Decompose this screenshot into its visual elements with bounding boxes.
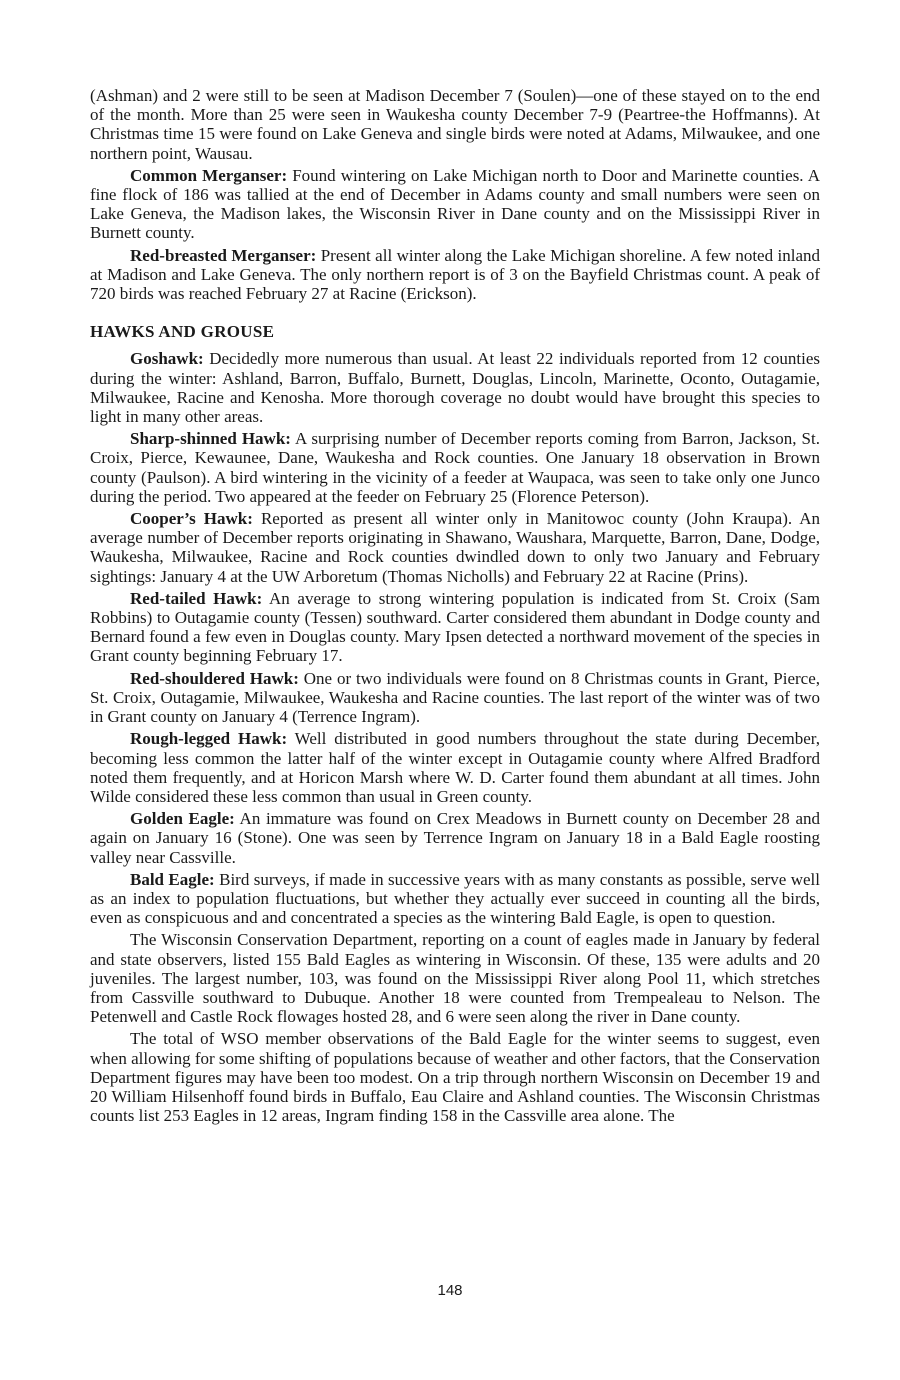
paragraph-text: The total of WSO member observations of the Bald Eagle for the winter seems to suggest, even when allowing for some shifting of populations because of weather and other factors, that the Conservation Department figures may have been too modest. On a trip through northern Wisconsin on December 19 and 20 William Hilsenhoff found birds in Buffalo, Eau Claire and Ashland counties. The Wisconsin Christmas counts list 253 Eagles in 12 areas, Ingram finding 158 in the Cassville area alone. The <box>90 1029 820 1126</box>
species-name: Sharp-shinned Hawk: <box>130 429 291 449</box>
page-number: 148 <box>437 1282 463 1299</box>
species-name: Goshawk: <box>130 349 204 369</box>
paragraph-text: An average to strong wintering population is indicated from St. Croix (Sam Robbins) to Outagamie county (Tessen) southward. Carter considered them abundant in Dodge county and Bernard found a few even in Douglas county. Mary Ipsen detected a northward movement of the species in Grant county beginning February 17. <box>90 588 820 666</box>
paragraph-golden-eagle <box>90 809 820 867</box>
paragraph-continued <box>90 86 820 163</box>
paragraph-text: An immature was found on Crex Meadows in Burnett county on December 28 and again on January 16 (Stone). One was seen by Terrence Ingram on January 18 in a Bald Eagle roosting valley near Cassville. <box>90 809 820 867</box>
paragraph-text: Present all winter along the Lake Michigan shoreline. A few noted inland at Madison and Lake Geneva. The only northern report is of 3 on the Bayfield Christmas count. A peak of 720 birds was reached February 27 at Racine (Erickson). <box>90 245 821 304</box>
paragraph-bald-eagle <box>90 870 820 928</box>
species-name: Red-shouldered Hawk: <box>130 668 299 688</box>
paragraph-goshawk <box>90 349 820 426</box>
paragraph-red-breasted-merganser <box>90 246 820 304</box>
paragraph-text: A surprising number of December reports coming from Barron, Jackson, St. Croix, Pierce, Kewaunee, Dane, Waukesha and Rock counties. One January 18 observation in Brown county (Paulson). A bird wintering in the vicinity of a feeder at Waupaca, was seen to take only one Junco during the period. Two appeared at the feeder on February 25 (Florence Peterson). <box>90 429 820 506</box>
species-name: Red-breasted Merganser: <box>130 245 317 265</box>
section-heading: HAWKS AND GROUSE <box>90 322 275 342</box>
species-name: Rough-legged Hawk: <box>130 729 288 749</box>
paragraph-red-tailed-hawk <box>90 589 820 666</box>
paragraph-sharp-shinned-hawk <box>90 429 820 506</box>
species-name: Golden Eagle: <box>130 809 235 829</box>
paragraph-text: Bird surveys, if made in successive years with as many constants as possible, serve well as an index to population fluctuations, but whether they actually ever succeed in counting all the birds, even as conspicuous and and concentrated a species as the wintering Bald Eagle, is open to question. <box>90 869 820 928</box>
text-column <box>90 86 820 1125</box>
paragraph-red-shouldered-hawk <box>90 669 820 727</box>
paragraph-text: Decidedly more numerous than usual. At least 22 individuals reported from 12 counties during the winter: Ashland, Barron, Buffalo, Burnett, Douglas, Lincoln, Marinette, Oconto, Outagamie, Milwaukee, Racine and Kenosha. More thorough coverage no doubt would have brought this species to light in many other areas. <box>90 349 820 427</box>
paragraph-coopers-hawk <box>90 509 820 586</box>
paragraph-conservation-count <box>90 930 820 1026</box>
species-name: Common Merganser: <box>130 165 288 185</box>
paragraph-rough-legged-hawk <box>90 729 820 806</box>
paragraph-text: The Wisconsin Conservation Department, reporting on a count of eagles made in January by federal and state observers, listed 155 Bald Eagles as wintering in Wisconsin. Of these, 135 were adults and 20 juveniles. The largest number, 103, was found on the Mississippi River along Pool 11, which stretches from Cassville southward to Dubuque. Another 18 were counted from Trempealeau to Nelson. The Petenwell and Castle Rock flowages hosted 28, and 6 were seen along the river in Dane county. <box>90 930 820 1027</box>
species-name: Cooper’s Hawk: <box>130 509 253 529</box>
paragraph-wso-observations <box>90 1029 820 1125</box>
paragraph-text: One or two individuals were found on 8 Christmas counts in Grant, Pierce, St. Croix, Outagamie, Milwaukee, Waukesha and Racine counties. The last report of the winter was of two in Grant county on January 4 (Terrence Ingram). <box>90 668 820 727</box>
species-name: Bald Eagle: <box>130 869 215 889</box>
species-name: Red-tailed Hawk: <box>130 588 263 608</box>
paragraph-text: Reported as present all winter only in Manitowoc county (John Kraupa). An average number of December reports originating in Shawano, Waushara, Marquette, Barron, Dane, Dodge, Waukesha, Milwaukee, Racine and Rock counties dwindled down to only two January and February sightings: January 4 at the UW Arboretum (Thomas Nicholls) and February 22 at Racine (Prins). <box>90 509 820 586</box>
paragraph-text: Found wintering on Lake Michigan north to Door and Marinette counties. A fine flock of 186 was tallied at the end of December in Adams county and small numbers were seen on Lake Geneva, the Madison lakes, the Wisconsin River in Dane county and on the Mississippi River in Burnett county. <box>90 165 821 243</box>
paragraph-text: (Ashman) and 2 were still to be seen at Madison December 7 (Soulen)—one of these stayed on to the end of the month. More than 25 were seen in Waukesha county December 7-9 (Peartree-the Hoffmanns). At Christmas time 15 were found on Lake Geneva and single birds were noted at Adams, Milwaukee, and one northern point, Wausau. <box>90 86 820 163</box>
paragraph-common-merganser <box>90 166 820 243</box>
paragraph-text: Well distributed in good numbers throughout the state during December, becoming less common the latter half of the winter except in Outagamie county where Alfred Bradford noted them frequently, and at Horicon Marsh where W. D. Carter found them abundant at all times. John Wilde considered these less common than usual in Green county. <box>90 729 820 806</box>
